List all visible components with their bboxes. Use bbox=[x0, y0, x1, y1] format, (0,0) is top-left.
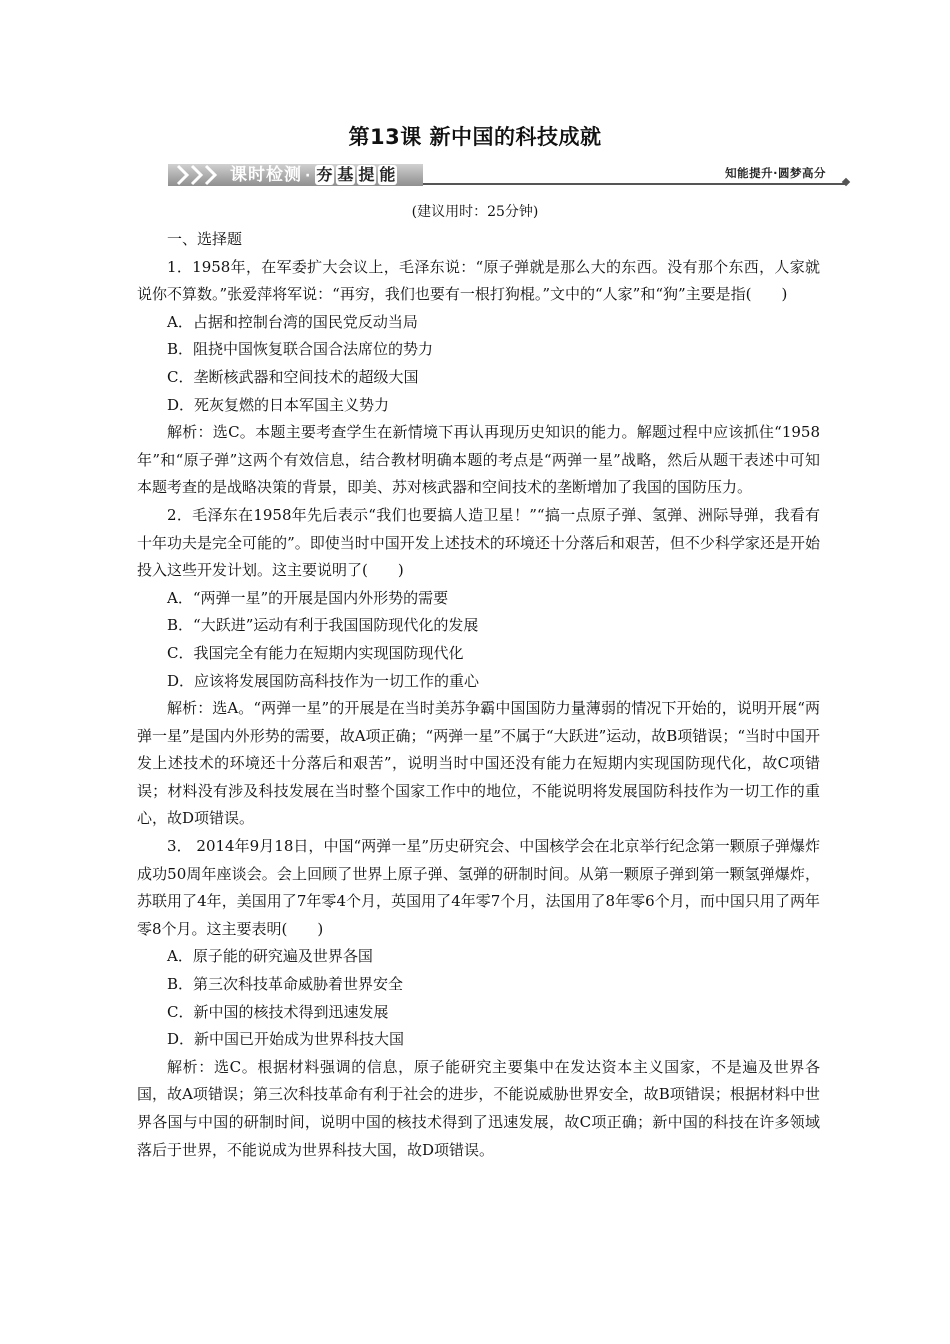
lesson-title: 第13课 新中国的科技成就 bbox=[348, 125, 602, 149]
question-option: C．垄断核武器和空间技术的超级大国 bbox=[167, 367, 419, 386]
question-option: B．阻挠中国恢复联合国合法席位的势力 bbox=[167, 340, 434, 359]
banner-box-char: 能 bbox=[379, 165, 397, 184]
question-stem: 1．1958年，在军委扩大会议上，毛泽东说：“原子弹就是那么大的东西。没有那个东西，人家就说你不算数。”张爱萍将军说：“再穷，我们也要有一根打狗棍。”文中的“人家”和“狗”主要是指( ) bbox=[137, 257, 820, 304]
banner-box-char: 夯 bbox=[316, 165, 334, 184]
question-stem: 3． 2014年9月18日，中国“两弹一星”历史研究会、中国核学会在北京举行纪念第一颗原子弹爆炸成功50周年座谈会。会上回顾了世界上原子弹、氢弹的研制时间。从第一颗原子弹到第一颗氢弹爆炸，苏联用了4年，美国用了7年零4个月，英国用了4年零7个月，法国用了8年零6个月，而中国只用了两年零8个月。这主要表明( ) bbox=[137, 837, 820, 938]
question-option: A．占据和控制台湾的国民党反动当局 bbox=[167, 312, 418, 331]
banner-label bbox=[230, 163, 398, 187]
question-option: C．新中国的核技术得到迅速发展 bbox=[167, 1002, 389, 1021]
section-heading: 一、选择题 bbox=[167, 230, 243, 248]
question-option: B．第三次科技革命威胁着世界安全 bbox=[167, 975, 404, 994]
section-banner bbox=[168, 161, 848, 189]
question-option: D．新中国已开始成为世界科技大国 bbox=[167, 1030, 405, 1049]
chevron-right-icon bbox=[204, 164, 218, 186]
question-stem: 2．毛泽东在1958年先后表示“我们也要搞人造卫星！”“搞一点原子弹、氢弹、洲际导弹，我看有十年功夫是完全可能的”。即使当时中国开发上述技术的环境还十分落后和艰苦，但不少科学家还是开始投入这些开发计划。这主要说明了( ) bbox=[137, 505, 820, 580]
question-option: A．原子能的研究遍及世界各国 bbox=[167, 947, 373, 966]
question-option: A．“两弹一星”的开展是国内外形势的需要 bbox=[167, 588, 449, 607]
chevron-right-icon bbox=[190, 164, 204, 186]
chevron-right-icon bbox=[176, 164, 190, 186]
banner-slogan: 知能提升·圆梦高分 bbox=[725, 166, 826, 180]
banner-box-char: 基 bbox=[337, 165, 355, 184]
banner-rule bbox=[423, 183, 845, 185]
question-content bbox=[137, 226, 820, 1164]
banner-separator: · bbox=[305, 168, 312, 184]
question-analysis: 解析：选C。本题主要考查学生在新情境下再认再现历史知识的能力。解题过程中应该抓住“1958年”和“原子弹”这两个有效信息，结合教材明确本题的考点是“两弹一星”战略，然后从题干表述中可知本题考查的是战略决策的背景，即美、苏对核武器和空间技术的垄断增加了我国的国防压力。 bbox=[137, 423, 820, 497]
question-analysis: 解析：选A。“两弹一星”的开展是在当时美苏争霸中国国防力量薄弱的情况下开始的，说明开展“两弹一星”是国内外形势的需要，故A项正确；“两弹一星”不属于“大跃进”运动，故B项错误；“当时中国开发上述技术的环境还十分落后和艰苦”，说明当时中国还没有能力在短期内实现国防现代化，故C项错误；材料没有涉及科技发展在当时整个国家工作中的地位，不能说明将发展国防科技作为一切工作的重心，故D项错误。 bbox=[137, 699, 820, 828]
question-option: D．死灰复燃的日本军国主义势力 bbox=[167, 395, 390, 414]
suggested-time: (建议用时：25分钟) bbox=[411, 204, 539, 220]
banner-box-char: 提 bbox=[358, 165, 376, 184]
banner-label-main: 课时检测 bbox=[230, 165, 302, 185]
question-option: D．应该将发展国防高科技作为一切工作的重心 bbox=[167, 671, 480, 690]
question-option: B．“大跃进”运动有利于我国国防现代化的发展 bbox=[167, 616, 479, 635]
question-analysis: 解析：选C。根据材料强调的信息，原子能研究主要集中在发达资本主义国家，不是遍及世界各国，故A项错误；第三次科技革命有利于社会的进步，不能说威胁世界安全，故B项错误；根据材料中世界各国与中国的研制时间，说明中国的核技术得到了迅速发展，故C项正确；新中国的科技在许多领域落后于世界，不能说成为世界科技大国，故D项错误。 bbox=[137, 1057, 820, 1159]
question-option: C．我国完全有能力在短期内实现国防现代化 bbox=[167, 643, 464, 662]
